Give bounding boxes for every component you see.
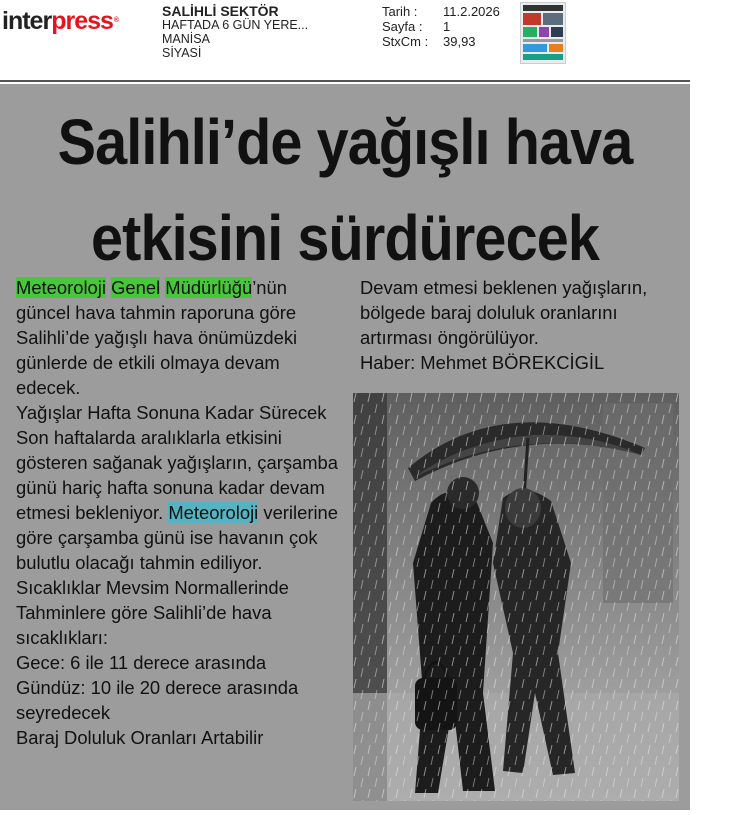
- article-headline: [35, 94, 656, 286]
- date-value: 11.2.2026: [443, 4, 500, 19]
- interpress-logo: [2, 6, 118, 36]
- page-thumbnail[interactable]: [520, 2, 566, 64]
- size-label: StxCm :: [382, 34, 429, 49]
- article-clipping: [0, 84, 690, 810]
- publication-section: SİYASİ: [162, 46, 202, 60]
- subheading: Yağışlar Hafta Sonuna Kadar Sürecek: [16, 402, 327, 423]
- page-label: Sayfa :: [382, 19, 423, 34]
- article-column-2: [360, 275, 680, 375]
- headline-line-2: etkisini sürdürecek: [91, 202, 599, 274]
- body-paragraph: Gece: 6 ile 11 derece arasında: [16, 652, 267, 673]
- size-value: 39,93: [443, 34, 476, 49]
- publication-meta: [162, 4, 308, 60]
- byline: Haber: Mehmet BÖREKCİGİL: [360, 352, 605, 373]
- header-divider: [0, 80, 690, 82]
- registered-mark: ®: [113, 17, 119, 24]
- lead-text: ’nün güncel hava tahmin raporuna göre Salihli’de yağışlı hava önümüzdeki günlerde de etkili olmaya devam edecek.: [16, 277, 298, 398]
- publication-frequency: HAFTADA 6 GÜN YERE...: [162, 18, 309, 32]
- body-paragraph: Devam etmesi beklenen yağışların, bölgede baraj doluluk oranlarını artırması öngörülüyor.: [360, 277, 648, 348]
- keyword-highlight: Meteoroloji: [168, 502, 259, 523]
- body-paragraph: Tahminlere göre Salihli’de hava sıcaklıkları:: [16, 602, 272, 648]
- clip-details: [382, 4, 500, 49]
- subheading: Sıcaklıklar Mevsim Normallerinde: [16, 577, 289, 598]
- keyword-highlight: Müdürlüğü: [165, 277, 253, 298]
- keyword-highlight: Meteoroloji: [16, 277, 106, 298]
- publication-name: SALİHLİ SEKTÖR: [162, 3, 279, 19]
- logo-part-inter: inter: [2, 7, 52, 35]
- body-paragraph: Gündüz: 10 ile 20 derece arasında seyredecek: [16, 677, 299, 723]
- publication-city: MANİSA: [162, 32, 210, 46]
- rain-umbrella-photo: [353, 393, 679, 801]
- photo-illustration: [353, 393, 679, 801]
- date-label: Tarih :: [382, 4, 418, 19]
- body-text: Son haftalarda aralıklarla etkisini gösteren sağanak yağışların, çarşamba günü hariç hafta sonuna kadar devam etmesi bekleniyor.: [16, 427, 339, 523]
- headline-line-1: Salihli’de yağışlı hava: [57, 106, 633, 178]
- article-column-1: [16, 275, 346, 750]
- logo-part-press: press: [51, 7, 113, 35]
- body-paragraph: [16, 425, 346, 575]
- page-value: 1: [443, 19, 451, 34]
- body-text: verilerine göre çarşamba günü ise havanın çok bulutlu olacağı tahmin ediliyor.: [16, 502, 338, 573]
- keyword-highlight: Genel: [111, 277, 161, 298]
- subheading: Baraj Doluluk Oranları Artabilir: [16, 727, 264, 748]
- lead-paragraph: [16, 275, 346, 400]
